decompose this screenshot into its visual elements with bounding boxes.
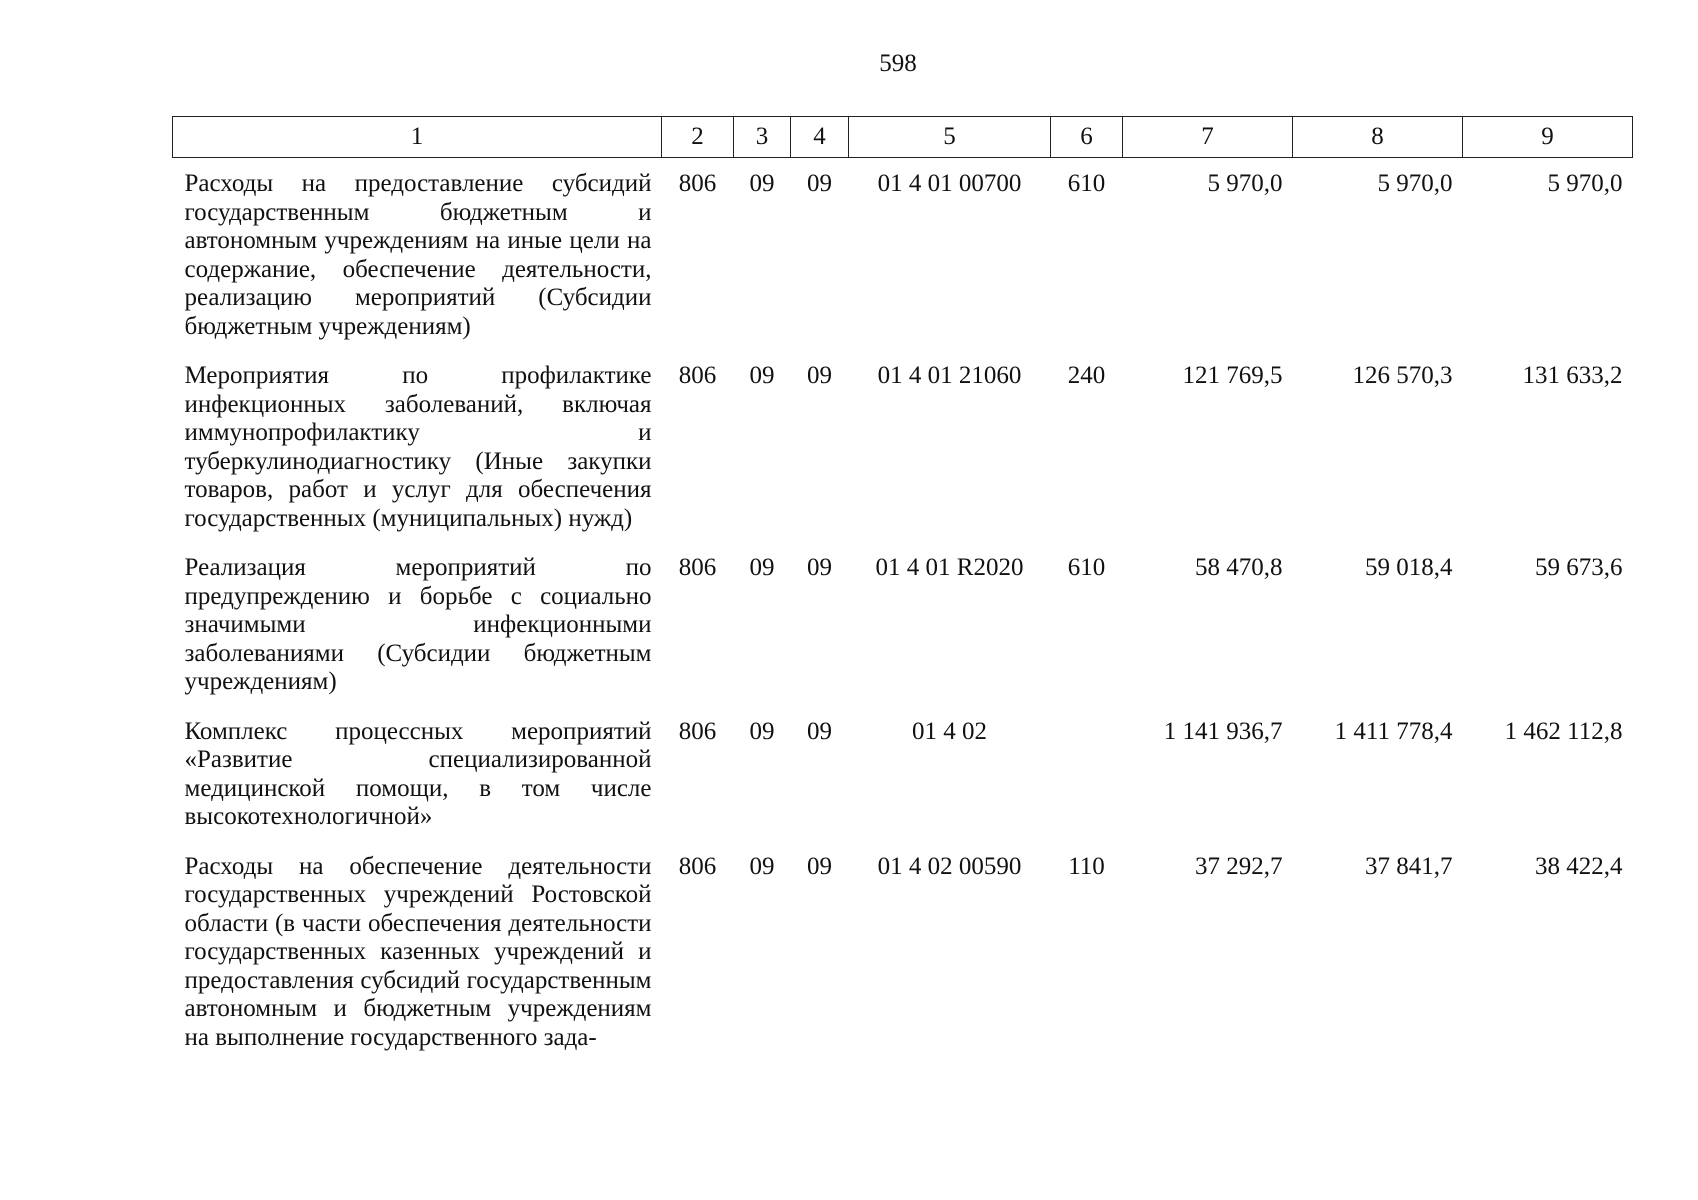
- row-subsection: 09: [807, 170, 832, 197]
- page-number: 598: [879, 50, 917, 77]
- row-amount-7: 5 970,0: [1207, 170, 1283, 197]
- row-amount-9: 38 422,4: [1535, 852, 1623, 880]
- row-description: Комплекс процессных мероприятий «Развитие специализированной медицинской помощи, в том числе высокотехнологичной»: [184, 717, 652, 830]
- row-target-article: 01 4 01 21060: [877, 362, 1022, 389]
- budget-table: [172, 116, 1633, 1052]
- row-target-article: 01 4 01 R2020: [875, 554, 1024, 581]
- col-header-3: 3: [734, 117, 791, 158]
- row-ministry-code: 806: [678, 717, 717, 745]
- row-amount-8: 37 841,7: [1365, 852, 1453, 880]
- col-header-5: 5: [849, 117, 1051, 158]
- row-target-article: 01 4 01 00700: [877, 170, 1022, 197]
- row-expense-type: 240: [1067, 362, 1106, 389]
- row-ministry-code: 806: [678, 362, 717, 389]
- row-amount-7: 1 141 936,7: [1163, 717, 1283, 745]
- row-amount-9: 131 633,2: [1522, 362, 1623, 389]
- row-description: Мероприятия по профилактике инфекционных заболеваний, включая иммунопрофилактику и туберкулинодиагностику (Иные закупки товаров, работ и услуг для обеспечения государственных (муниципальных) нужд): [184, 362, 652, 532]
- table-row: [173, 350, 1633, 542]
- row-section: 09: [749, 717, 775, 745]
- row-amount-8: 59 018,4: [1365, 554, 1453, 581]
- row-amount-7: 37 292,7: [1195, 852, 1283, 880]
- col-header-4: 4: [791, 117, 849, 158]
- row-amount-9: 5 970,0: [1547, 170, 1623, 197]
- table-row: [173, 542, 1633, 706]
- row-amount-7: 58 470,8: [1195, 554, 1283, 581]
- row-amount-9: 59 673,6: [1535, 554, 1623, 581]
- row-target-article: 01 4 02 00590: [877, 852, 1022, 880]
- row-subsection: 09: [807, 852, 832, 880]
- col-header-9: 9: [1463, 117, 1633, 158]
- row-description: Реализация мероприятий по предупреждению и борьбе с социально значимыми инфекционными заболеваниями (Субсидии бюджетным учреждениям): [184, 554, 652, 695]
- row-ministry-code: 806: [678, 554, 717, 581]
- row-section: 09: [749, 362, 775, 389]
- col-header-2: 2: [662, 117, 734, 158]
- row-expense-type: 610: [1067, 170, 1106, 197]
- col-header-6: 6: [1051, 117, 1123, 158]
- row-subsection: 09: [807, 362, 832, 389]
- row-target-article: 01 4 02: [912, 717, 987, 745]
- row-amount-8: 126 570,3: [1352, 362, 1453, 389]
- row-subsection: 09: [807, 554, 832, 581]
- row-amount-8: 5 970,0: [1377, 170, 1453, 197]
- row-description: Расходы на предоставление субсидий государственным бюджетным и автономным учреждениям на иные цели на содержание, обеспечение деятельности, реализацию мероприятий (Субсидии бюджетным учреждениям): [184, 170, 652, 340]
- row-amount-7: 121 769,5: [1182, 362, 1283, 389]
- row-ministry-code: 806: [678, 170, 717, 197]
- row-expense-type: 610: [1067, 554, 1106, 581]
- row-expense-type: 110: [1068, 852, 1105, 880]
- col-header-7: 7: [1123, 117, 1293, 158]
- row-ministry-code: 806: [678, 852, 717, 880]
- table-row: [173, 158, 1633, 351]
- table-row: [173, 706, 1633, 841]
- row-subsection: 09: [807, 717, 832, 745]
- row-amount-8: 1 411 778,4: [1334, 717, 1453, 745]
- row-section: 09: [749, 170, 775, 197]
- row-section: 09: [749, 554, 775, 581]
- col-header-1: 1: [173, 117, 662, 158]
- row-expense-type: [1051, 706, 1123, 841]
- table-header-row: [173, 117, 1633, 158]
- row-section: 09: [749, 852, 775, 880]
- table-row: [173, 841, 1633, 1053]
- col-header-8: 8: [1293, 117, 1463, 158]
- row-description: Расходы на обеспечение деятельности государственных учреждений Ростовской области (в части обеспечения деятельности государственных казенных учреждений и предоставления субсидий государственным автономным и бюджетным учреждениям на выполнение государственного зада-: [184, 852, 652, 1051]
- row-amount-9: 1 462 112,8: [1504, 717, 1623, 745]
